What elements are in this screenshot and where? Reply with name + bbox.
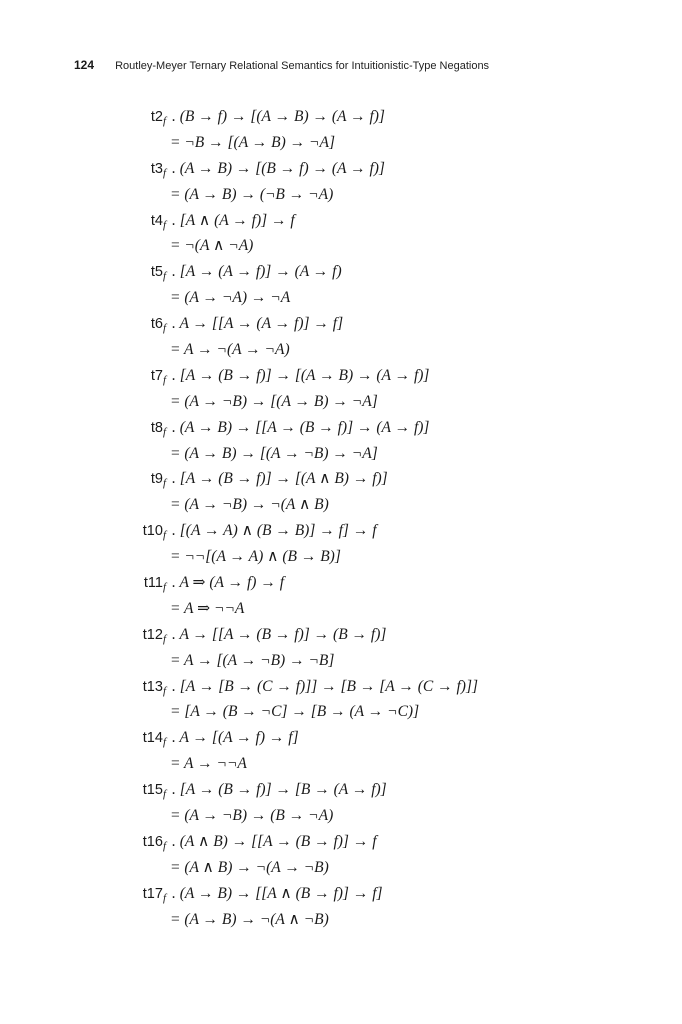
- formula-expression: . [A → (B → f)] → [B → (A → f)]: [172, 781, 387, 799]
- formula-line: [0, 415, 682, 441]
- formula-equivalent: [0, 337, 682, 363]
- running-title: Routley-Meyer Ternary Relational Semantics for Intuitionistic-Type Negations: [115, 60, 490, 72]
- formula-subscript: f: [162, 322, 166, 335]
- formula-equivalent: [0, 285, 682, 311]
- formula-subscript: f: [162, 218, 166, 231]
- formula-number: t2: [150, 109, 163, 125]
- formula-line: [0, 829, 682, 855]
- formula-expression: . [(A → A) ∧ (B → B)] → f] → f: [172, 522, 377, 540]
- formula-expression: . A → [[A → (B → f)] → (B → f)]: [172, 625, 387, 643]
- formula-list: [0, 104, 682, 933]
- formula-line: [0, 570, 682, 596]
- formula-line: [0, 259, 682, 285]
- formula-number: t14: [142, 730, 163, 747]
- formula-subscript: f: [162, 736, 166, 749]
- formula-number: t6: [150, 316, 163, 333]
- formula-equivalent: [0, 233, 682, 259]
- formula-subscript: f: [162, 166, 166, 179]
- formula-expression: . (A → B) → [(B → f) → (A → f)]: [172, 159, 385, 177]
- running-header: [74, 58, 634, 74]
- formula-line: [0, 881, 682, 907]
- formula-subscript: f: [162, 684, 166, 697]
- formula-equivalent: [0, 130, 682, 156]
- formula-line: [0, 156, 682, 182]
- formula-equivalent: [0, 699, 682, 725]
- formula-equivalent: [0, 182, 682, 208]
- formula-negation-form: = (A → B) → [(A → ¬B) → ¬A]: [170, 444, 378, 462]
- page-number: 124: [74, 58, 95, 72]
- formula-label: [0, 157, 172, 184]
- formula-label: [0, 105, 172, 132]
- formula-equivalent: [0, 648, 682, 674]
- formula-line: [0, 622, 682, 648]
- formula-label: [0, 467, 172, 494]
- formula-negation-form: = A ⇒ ¬¬A: [170, 599, 245, 617]
- formula-label: [0, 519, 172, 546]
- formula-negation-form: = (A → ¬A) → ¬A: [170, 289, 291, 307]
- formula-negation-form: = ¬(A ∧ ¬A): [170, 237, 254, 255]
- formula-negation-form: = (A ∧ B) → ¬(A → ¬B): [170, 858, 329, 876]
- formula-number: t12: [142, 626, 163, 643]
- formula-expression: . [A → (B → f)] → [(A ∧ B) → f)]: [172, 470, 388, 488]
- formula-expression: . (A → B) → [[A ∧ (B → f)] → f]: [172, 884, 383, 902]
- formula-equivalent: [0, 596, 682, 622]
- formula-equivalent: [0, 544, 682, 570]
- formula-expression: . [A → (A → f)] → (A → f): [172, 263, 342, 281]
- formula-subscript: f: [162, 891, 166, 904]
- formula-label: [0, 260, 172, 287]
- formula-subscript: f: [162, 581, 166, 594]
- formula-equivalent: [0, 803, 682, 829]
- formula-label: [0, 209, 172, 236]
- formula-number: t10: [142, 523, 163, 540]
- formula-expression: . A → [[A → (A → f)] → f]: [172, 315, 344, 333]
- formula-subscript: f: [162, 788, 166, 801]
- formula-number: t9: [150, 471, 163, 488]
- formula-subscript: f: [162, 839, 166, 852]
- formula-line: [0, 725, 682, 751]
- formula-expression: . A → [(A → f) → f]: [172, 729, 299, 747]
- formula-number: t17: [142, 885, 163, 902]
- formula-negation-form: = (A → B) → (¬B → ¬A): [170, 185, 334, 203]
- formula-equivalent: [0, 907, 682, 933]
- formula-line: [0, 466, 682, 492]
- formula-expression: . [A → (B → f)] → [(A → B) → (A → f)]: [172, 366, 430, 384]
- formula-label: [0, 778, 172, 805]
- formula-equivalent: [0, 389, 682, 415]
- formula-expression: . (A ∧ B) → [[A → (B → f)] → f: [172, 832, 377, 850]
- formula-expression: . [A ∧ (A → f)] → f: [172, 211, 295, 229]
- formula-negation-form: = A → [(A → ¬B) → ¬B]: [170, 651, 335, 669]
- formula-number: t8: [150, 419, 163, 436]
- formula-label: [0, 312, 172, 339]
- formula-equivalent: [0, 751, 682, 777]
- formula-label: [0, 726, 172, 753]
- formula-subscript: f: [162, 115, 166, 127]
- formula-label: [0, 364, 172, 391]
- formula-number: t11: [143, 575, 163, 592]
- formula-negation-form: = ¬¬[(A → A) ∧ (B → B)]: [170, 548, 341, 566]
- formula-negation-form: = (A → ¬B) → ¬(A ∧ B): [170, 496, 329, 514]
- formula-number: t5: [150, 264, 163, 281]
- formula-number: t15: [142, 782, 163, 799]
- formula-equivalent: [0, 855, 682, 881]
- formula-negation-form: = (A → ¬B) → (B → ¬A): [170, 807, 334, 825]
- formula-expression: . [A → [B → (C → f)]] → [B → [A → (C → f)]]: [172, 677, 479, 695]
- formula-negation-form: = [A → (B → ¬C] → [B → (A → ¬C)]: [170, 703, 420, 721]
- formula-line: [0, 674, 682, 700]
- formula-number: t7: [150, 367, 163, 384]
- formula-expression: . (A → B) → [[A → (B → f)] → (A → f)]: [172, 418, 430, 436]
- formula-equivalent: [0, 492, 682, 518]
- formula-negation-form: = A → ¬(A → ¬A): [170, 341, 290, 359]
- formula-line: [0, 518, 682, 544]
- formula-negation-form: = (A → ¬B) → [(A → B) → ¬A]: [170, 392, 378, 410]
- formula-label: [0, 416, 172, 443]
- formula-expression: . A ⇒ (A → f) → f: [172, 574, 285, 592]
- formula-expression: . (B → f) → [(A → B) → (A → f)]: [172, 108, 385, 125]
- formula-label: [0, 675, 172, 702]
- formula-line: [0, 311, 682, 337]
- formula-subscript: f: [162, 270, 166, 283]
- formula-negation-form: = A → ¬¬A: [170, 755, 247, 773]
- formula-subscript: f: [162, 477, 166, 490]
- formula-subscript: f: [162, 632, 166, 645]
- formula-label: [0, 830, 172, 857]
- formula-number: t16: [142, 833, 163, 850]
- formula-line: [0, 777, 682, 803]
- formula-label: [0, 623, 172, 650]
- formula-negation-form: = ¬B → [(A → B) → ¬A]: [170, 133, 335, 151]
- formula-subscript: f: [162, 373, 166, 386]
- formula-line: [0, 104, 682, 130]
- formula-negation-form: = (A → B) → ¬(A ∧ ¬B): [170, 910, 329, 928]
- formula-equivalent: [0, 441, 682, 467]
- formula-number: t4: [150, 212, 163, 229]
- formula-label: [0, 882, 172, 909]
- formula-number: t13: [142, 678, 163, 695]
- formula-subscript: f: [162, 425, 166, 438]
- formula-label: [0, 571, 172, 598]
- formula-number: t3: [150, 160, 163, 177]
- formula-subscript: f: [162, 529, 166, 542]
- formula-line: [0, 363, 682, 389]
- formula-line: [0, 208, 682, 234]
